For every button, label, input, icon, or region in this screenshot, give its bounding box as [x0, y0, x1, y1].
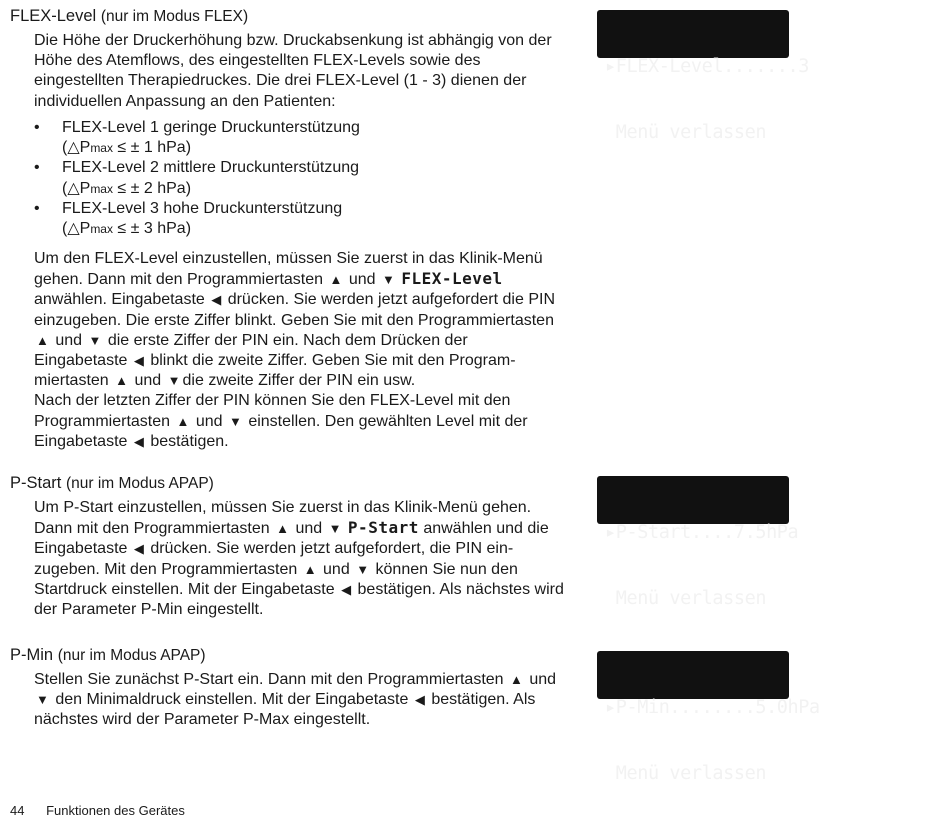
down-arrow-icon: ▼: [88, 332, 102, 348]
page-number: 44: [10, 803, 25, 818]
flex-intro-paragraph: Die Höhe der Druckerhöhung bzw. Druckabsenkung ist abhängig von der Höhe des Atemflows, des eingestellten FLEX-Levels sowie des eingestellten Therapiedruckes. Die drei FLEX-Level (1 - 3) dienen der individuellen Anpassung an den Patienten:: [34, 32, 552, 110]
lcd-line-exit: Menü verlassen: [605, 763, 767, 784]
down-arrow-icon: ▼: [167, 373, 181, 389]
lcd-line-selected: ▸P-Min........5.0hPa: [605, 697, 820, 718]
heading-title: P-Min: [10, 646, 54, 664]
lcd-display-p-min: [597, 651, 820, 784]
lcd-line-exit: Menü verlassen: [605, 588, 767, 609]
enter-key-icon: ◀: [211, 292, 222, 308]
up-arrow-icon: ▲: [303, 561, 317, 577]
heading-note: (nur im Modus FLEX): [100, 8, 249, 25]
enter-key-icon: ◀: [133, 353, 144, 369]
heading-note: (nur im Modus APAP): [65, 475, 214, 492]
p-min-heading: [10, 645, 206, 666]
down-arrow-icon: ▼: [36, 692, 49, 708]
chapter-title: Funktionen des Gerätes: [46, 803, 185, 818]
lcd-line-selected: ▸FLEX-Level.......3: [605, 56, 810, 77]
lcd-keyword: FLEX-Level: [401, 269, 503, 289]
enter-key-icon: ◀: [414, 692, 425, 708]
down-arrow-icon: ▼: [356, 561, 370, 577]
lcd-line-exit: Menü verlassen: [605, 122, 767, 143]
enter-key-icon: ◀: [133, 433, 144, 449]
flex-level-list: [34, 118, 564, 239]
up-arrow-icon: ▲: [510, 672, 523, 687]
lcd-display-flex-level: [597, 10, 810, 143]
flex-level-heading: [10, 6, 248, 27]
lcd-keyword: P-Start: [347, 518, 419, 538]
up-arrow-icon: ▲: [276, 521, 289, 537]
p-min-paragraph: Stellen Sie zunächst P-Start ein. Dann mit den Programmiertasten ▲ und ▼ den Minimaldruck einstellen. Mit der Eingabetaste ◀ bestätigen. Als nächstes wird der Parameter P-Max eingestellt.: [34, 671, 557, 729]
up-arrow-icon: ▲: [36, 332, 49, 348]
list-item: • FLEX-Level 2 mittlere Druckunterstützung (△Pmax ≤ ± 2 hPa): [34, 159, 360, 197]
p-start-paragraph: Um P-Start einzustellen, müssen Sie zuerst in das Klinik-Menü gehen. Dann mit den Programmiertasten ▲ und ▼ P-Start anwählen und die Eingabetaste ◀ drücken. Sie werden jetzt aufgefordert, die PIN einzugeben. Mit den Programmiertasten ▲ und ▼ können Sie nun den Startdruck einstellen. Mit der Eingabetaste ◀ bestätigen. Als nächstes wird der Parameter P-Min eingestellt.: [34, 499, 564, 619]
up-arrow-icon: ▲: [329, 272, 343, 288]
up-arrow-icon: ▲: [176, 413, 190, 429]
list-item: • FLEX-Level 3 hohe Druckunterstützung (△Pmax ≤ ± 3 hPa): [34, 199, 343, 238]
heading-title: P-Start: [10, 474, 62, 492]
list-item: • FLEX-Level 1 geringe Druckunterstützung (△Pmax ≤ ± 1 hPa): [34, 119, 360, 157]
enter-key-icon: ◀: [133, 541, 144, 557]
down-arrow-icon: ▼: [328, 521, 342, 537]
enter-key-icon: ◀: [341, 581, 352, 597]
page-footer: [10, 803, 185, 818]
heading-title: FLEX-Level: [10, 7, 97, 25]
heading-note: (nur im Modus APAP): [57, 647, 206, 664]
lcd-line-selected: ▸P-Start....7.5hPa: [605, 522, 799, 543]
up-arrow-icon: ▲: [115, 373, 129, 389]
p-start-heading: [10, 473, 214, 494]
down-arrow-icon: ▼: [228, 413, 242, 429]
flex-instructions-paragraph: Um den FLEX-Level einzustellen, müssen Sie zuerst in das Klinik-Menü gehen. Dann mit den Programmiertasten ▲ und ▼ FLEX-Level anwählen. Eingabetaste ◀ drücken. Sie werden jetzt aufgefordert die PIN einzugeben. Die erste Ziffer blinkt. Geben Sie mit den Programmiertasten ▲ und ▼ die erste Ziffer der PIN ein. Nach dem Drücken der Eingabetaste ◀ blinkt die zweite Ziffer. Geben Sie mit den Programmiertasten ▲ und ▼ die zweite Ziffer der PIN ein usw. Nach der letzten Ziffer der PIN können Sie den FLEX-Level mit den Programmiertasten ▲ und ▼ einstellen. Den gewählten Level mit der Eingabetaste ◀ bestätigen.: [34, 250, 555, 450]
lcd-display-p-start: [597, 476, 799, 609]
down-arrow-icon: ▼: [381, 272, 395, 288]
